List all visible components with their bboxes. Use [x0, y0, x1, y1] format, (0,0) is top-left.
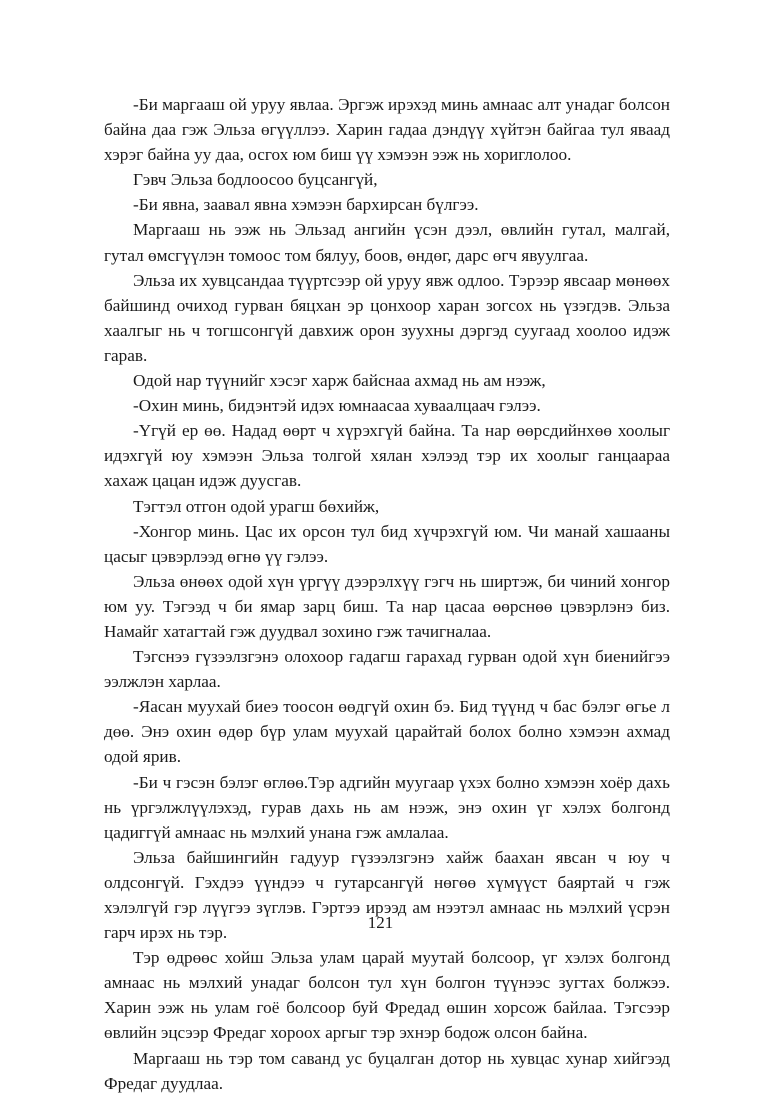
paragraph-6: Одой нар түүнийг хэсэг харж байснаа ахмад нь ам нээж,	[133, 371, 546, 391]
body-text	[104, 92, 670, 1096]
paragraph-4: Маргааш нь ээж нь Эльзад ангийн үсэн дээл, өвлийн гутал, малгай, гутал өмсгүүлэн томоос том бялуу, боов, өндөг, дарс өгч явуулгаа.	[104, 220, 670, 265]
page-number: 121	[367, 913, 394, 932]
paragraph-8: -Үгүй ер өө. Надад өөрт ч хүрэхгүй байна. Та нар өөрсдийнхөө хоолыг идэхгүй юу хэмээн Эльза толгой хялан хэлээд тэр их хоолыг ганцаараа хахаж цацан идэж дуусгав.	[104, 421, 670, 491]
paragraph-17: Маргааш нь тэр том саванд ус буцалган дотор нь хувцас хунар хийгээд Фредаг дуудлаа.	[104, 1048, 670, 1093]
paragraph-16: Тэр өдрөөс хойш Эльза улам царай муутай болсоор, үг хэлэх болгонд амнаас нь мэлхий унадаг болсон тул хүн болгон түүнээс зугтах болжээ. Харин ээж нь улам гоё болсоор буй Фредад өшин хорсож байлаа. Тэгсээр өвлийн эцсээр Фредаг хороох аргыг тэр эхнэр бодож олсон байна.	[104, 948, 670, 1043]
paragraph-13: -Яасан муухай биеэ тоосон өөдгүй охин бэ. Бид түүнд ч бас бэлэг өгье л дөө. Энэ охин өдөр бүр улам муухай царайтай болох болно хэмээн ахмад одой ярив.	[104, 697, 670, 767]
paragraph-9: Тэгтэл отгон одой урагш бөхийж,	[133, 496, 380, 516]
paragraph-2: Гэвч Эльза бодлоосоо буцсангүй,	[133, 170, 378, 190]
paragraph-11: Эльза өнөөх одой хүн үргүү дээрэлхүү гэгч нь ширтэж, би чиний хонгор юм уу. Тэгээд ч би ямар зарц биш. Та нар цасаа өөрснөө цэвэрлэнэ биз. Намайг хатагтай гэж дуудвал зохино гэж тачигналаа.	[104, 571, 670, 641]
paragraph-12: Тэгснээ гүзээлзгэнэ олохоор гадагш гарахад гурван одой хүн биенийгээ ээлжлэн харлаа.	[104, 647, 670, 692]
paragraph-5: Эльза их хувцсандаа түүртсээр ой уруу явж одлоо. Тэрээр явсаар мөнөөх байшинд очиход гурван бяцхан эр цонхоор харан зогсох нь үзэгдэв. Эльза хаалгыг нь ч тогшсонгүй давхиж орон зуухны дэргэд суугаад хоолоо идэж гарав.	[104, 270, 670, 365]
paragraph-7: -Охин минь, бидэнтэй идэх юмнаасаа хуваалцаач гэлээ.	[133, 396, 541, 416]
paragraph-1: -Би маргааш ой уруу явлаа. Эргэж ирэхэд минь амнаас алт унадаг болсон байна даа гэж Эльза өгүүллээ. Харин гадаа дэндүү хүйтэн байгаа тул явaад хэрэг байна уу даа, осгох юм биш үү хэмээн ээж нь хориглолоо.	[104, 95, 670, 165]
paragraph-14: -Би ч гэсэн бэлэг өглөө.Тэр адгийн муугаар үхэх болно хэмээн хоёр дахь нь үргэлжлүүлэхэд, гурав дахь нь ам нээж, энэ охин үг хэлэх болгонд цадиггүй амнаас нь мэлхий унана гэж амлалаа.	[104, 772, 670, 842]
paragraph-3: -Би явна, заавал явна хэмээн бархирсан бүлгээ.	[133, 195, 479, 215]
paragraph-10: -Хонгор минь. Цас их орсон тул бид хүчрэхгүй юм. Чи манай хашааны цасыг цэвэрлээд өгнө үү гэлээ.	[104, 521, 670, 566]
paragraph-15: Эльза байшингийн гадуур гүзээлзгэнэ хайж баахан явсан ч юу ч олдсонгүй. Гэхдээ үүндээ ч гутарсангүй нөгөө хүмүүст баяртай ч гэж хэлэлгүй гэр лүүгээ зүглэв. Гэртээ ирээд ам нээтэл амнаас нь мэлхий үсрэн гарч ирэх нь тэр.	[104, 847, 670, 943]
